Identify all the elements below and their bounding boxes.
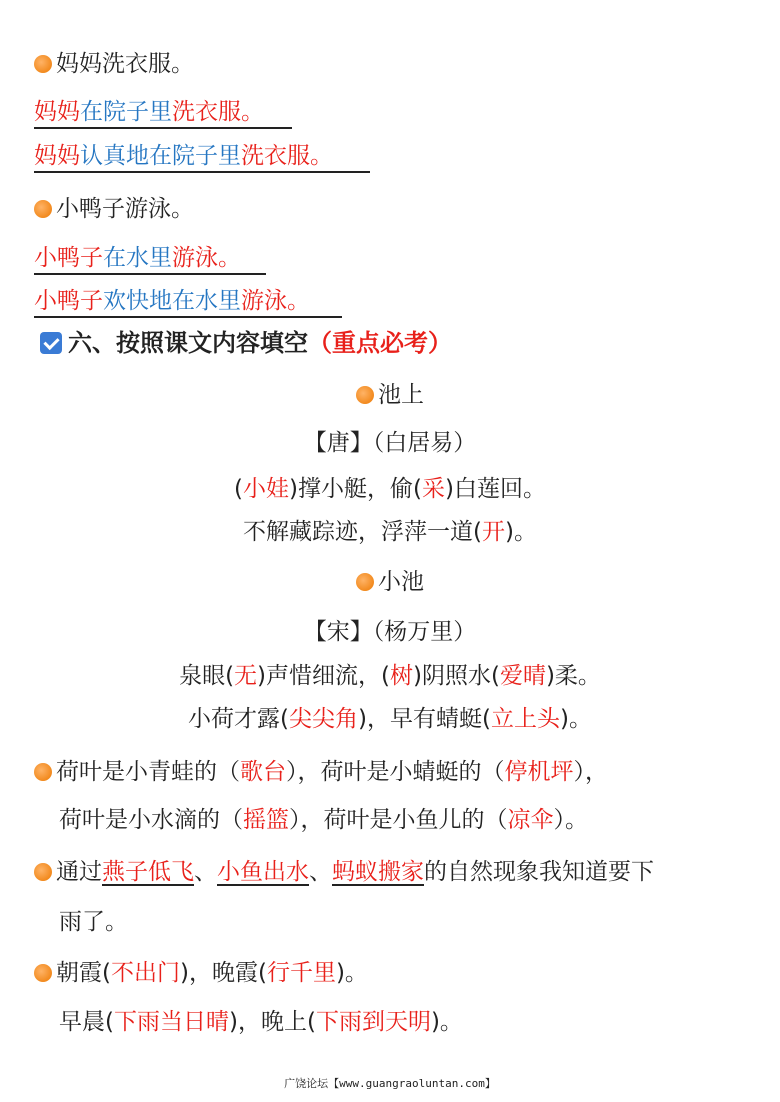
rain-line-2: 雨了。 <box>59 909 128 935</box>
proverb-line-1: 朝霞(不出门)，晚霞(行千里)。 <box>34 957 368 989</box>
page-footer: 广饶论坛【www.guangraoluntan.com】 <box>284 1077 496 1090</box>
answer-underline <box>34 171 370 173</box>
section-6-heading: 六、按照课文内容填空（重点必考） <box>40 327 452 359</box>
sentence-1-question: 妈妈洗衣服。 <box>34 48 194 80</box>
sentence-2-question: 小鸭子游泳。 <box>34 193 194 225</box>
sentence-2-answer-1: 小鸭子在水里游泳。 <box>34 245 241 271</box>
lotus-line-2: 荷叶是小水滴的（摇篮），荷叶是小鱼儿的（凉伞）。 <box>59 807 588 833</box>
orange-bullet-icon <box>356 573 374 591</box>
proverb-line-2: 早晨(下雨当日晴)，晚上(下雨到天明)。 <box>59 1009 463 1035</box>
orange-bullet-icon <box>34 763 52 781</box>
orange-bullet-icon <box>34 55 52 73</box>
orange-bullet-icon <box>356 386 374 404</box>
poem-1-title: 池上 <box>0 379 780 411</box>
poem-2-line-2: 小荷才露(尖尖角)，早有蜻蜓(立上头)。 <box>188 706 592 732</box>
sentence-1-answer-1: 妈妈在院子里洗衣服。 <box>34 99 264 125</box>
orange-bullet-icon <box>34 200 52 218</box>
poem-2-title: 小池 <box>0 566 780 598</box>
poem-1-author: 【唐】（白居易） <box>303 430 477 456</box>
poem-1-line-1: (小娃)撑小艇，偷(采)白莲回。 <box>234 476 546 502</box>
answer-underline <box>34 273 266 275</box>
poem-2-author: 【宋】（杨万里） <box>303 619 477 645</box>
answer-underline <box>34 127 292 129</box>
sentence-2-answer-2: 小鸭子欢快地在水里游泳。 <box>34 288 310 314</box>
poem-2-line-1: 泉眼(无)声惜细流，(树)阴照水(爱晴)柔。 <box>179 663 601 689</box>
orange-bullet-icon <box>34 964 52 982</box>
poem-1-line-2: 不解藏踪迹，浮萍一道(开)。 <box>243 519 537 545</box>
orange-bullet-icon <box>34 863 52 881</box>
sentence-1-answer-2: 妈妈认真地在院子里洗衣服。 <box>34 143 333 169</box>
answer-underline <box>34 316 342 318</box>
lotus-line-1: 荷叶是小青蛙的（歌台），荷叶是小蜻蜓的（停机坪）， <box>34 756 608 788</box>
checkbox-icon <box>40 332 62 354</box>
rain-line-1: 通过燕子低飞、小鱼出水、蚂蚁搬家的自然现象我知道要下 <box>34 856 654 888</box>
